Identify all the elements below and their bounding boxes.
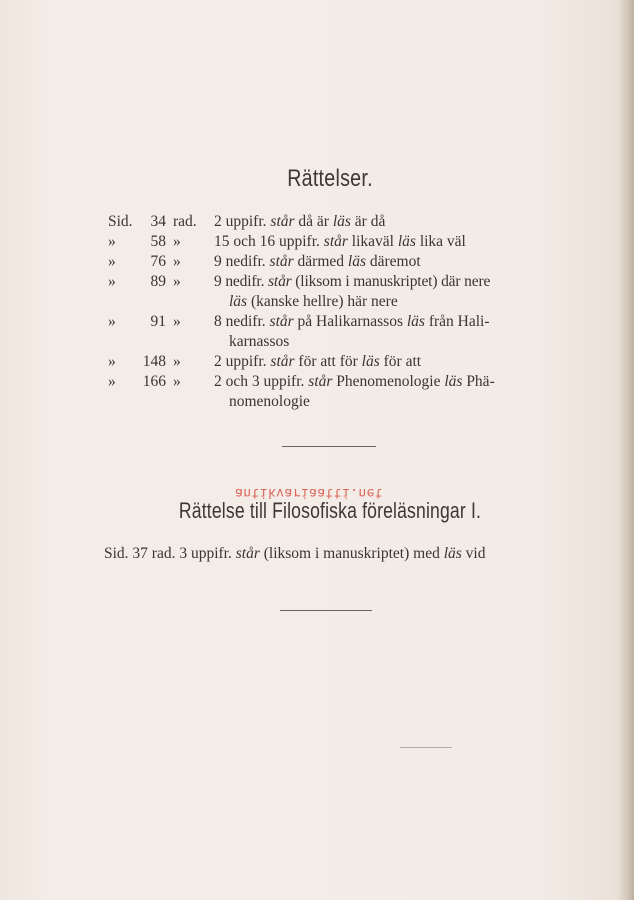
errata-rest-it1: läs xyxy=(229,293,248,310)
errata-rest-it1: står xyxy=(323,233,348,250)
errata-rest-it2: läs xyxy=(406,313,425,330)
errata-text xyxy=(229,392,310,412)
errata-rad: » xyxy=(173,313,181,330)
errata-sid: » xyxy=(108,373,116,390)
errata-text xyxy=(214,372,495,392)
errata-rest-it2: läs xyxy=(332,213,351,230)
errata-text xyxy=(214,272,490,292)
errata-rest-mid: då är xyxy=(294,213,333,230)
errata-rest-pre: 8 nedifr. xyxy=(214,313,270,330)
errata-sid: Sid. xyxy=(108,213,133,230)
line-text: Sid. 37 rad. 3 uppifr. xyxy=(104,545,236,562)
errata-sid: » xyxy=(108,253,116,270)
errata-rest-pre: 15 och 16 uppifr. xyxy=(214,233,324,250)
errata-page: 58 xyxy=(150,233,166,250)
errata-rad: rad. xyxy=(173,213,197,230)
errata-rest-it2: läs xyxy=(347,253,366,270)
errata-page: 166 xyxy=(142,373,166,390)
errata-title: Rättelser. xyxy=(287,165,373,192)
line-italic: står xyxy=(235,545,260,562)
divider-rule xyxy=(282,446,376,447)
line-italic: läs xyxy=(443,545,462,562)
errata-text xyxy=(214,312,490,332)
errata-rest-mid: Phenomenologie xyxy=(332,373,445,390)
errata-rest-pre: nomenologie xyxy=(229,393,310,410)
second-errata-title: Rättelse till Filosofiska föreläsningar I. xyxy=(178,498,482,523)
errata-rest-post: däremot xyxy=(365,253,421,270)
errata-text xyxy=(229,332,289,352)
errata-rest-pre: 2 och 3 uppifr. xyxy=(214,373,309,390)
errata-page: 76 xyxy=(150,253,166,270)
errata-rest-mid: (liksom i manuskriptet) där nere xyxy=(291,273,491,290)
errata-rest-pre: 9 nedifr. xyxy=(214,253,270,270)
errata-sid: » xyxy=(108,313,116,330)
errata-rest-it1: står xyxy=(308,373,333,390)
errata-rest-it1: står xyxy=(270,213,295,230)
faint-mark xyxy=(400,747,452,748)
errata-rest-post: lika väl xyxy=(415,233,466,250)
errata-text xyxy=(214,252,421,272)
errata-page: 91 xyxy=(150,313,166,330)
errata-rest-mid: (kanske hellre) här nere xyxy=(247,293,398,310)
divider-rule-bottom xyxy=(280,610,372,611)
errata-rest-post: från Hali- xyxy=(424,313,490,330)
errata-rest-mid: för att för xyxy=(294,353,362,370)
errata-rest-pre: karnassos xyxy=(229,333,290,350)
errata-rest-it1: står xyxy=(269,313,294,330)
errata-rest-mid: därmed xyxy=(293,253,348,270)
errata-page: 148 xyxy=(142,353,166,370)
errata-text xyxy=(214,352,421,372)
line-text: (liksom i manuskriptet) med xyxy=(259,545,444,562)
page-edge-shadow xyxy=(618,0,634,900)
line-text: vid xyxy=(461,545,486,562)
errata-rest-post: Phä- xyxy=(462,373,495,390)
errata-rest-it1: står xyxy=(268,273,292,290)
errata-page: 34 xyxy=(150,213,166,230)
errata-rest-mid: likaväl xyxy=(347,233,398,250)
errata-rest-post: är då xyxy=(350,213,386,230)
watermark-text: antikvariaatti.net xyxy=(235,485,384,500)
errata-text xyxy=(229,292,398,312)
errata-rest-it1: står xyxy=(270,353,295,370)
errata-rad: » xyxy=(173,233,181,250)
errata-rad: » xyxy=(173,273,181,290)
errata-rad: » xyxy=(173,353,181,370)
errata-rest-pre: 2 uppifr. xyxy=(214,213,271,230)
errata-rest-mid: på Halikarnassos xyxy=(293,313,407,330)
errata-rad: » xyxy=(173,253,181,270)
errata-sid: » xyxy=(108,353,116,370)
errata-rad: » xyxy=(173,373,181,390)
errata-rest-it2: läs xyxy=(444,373,463,390)
errata-rest-pre: 2 uppifr. xyxy=(214,353,271,370)
errata-rest-it1: står xyxy=(269,253,294,270)
errata-rest-pre: 9 nedifr. xyxy=(214,273,269,290)
errata-page: 89 xyxy=(150,273,166,290)
errata-rest-it2: läs xyxy=(361,353,380,370)
errata-text xyxy=(214,232,466,252)
errata-rest-it2: läs xyxy=(397,233,416,250)
errata-text xyxy=(214,212,385,232)
errata-sid: » xyxy=(108,233,116,250)
second-errata-line xyxy=(104,545,485,563)
errata-rest-post: för att xyxy=(379,353,422,370)
errata-sid: » xyxy=(108,273,116,290)
